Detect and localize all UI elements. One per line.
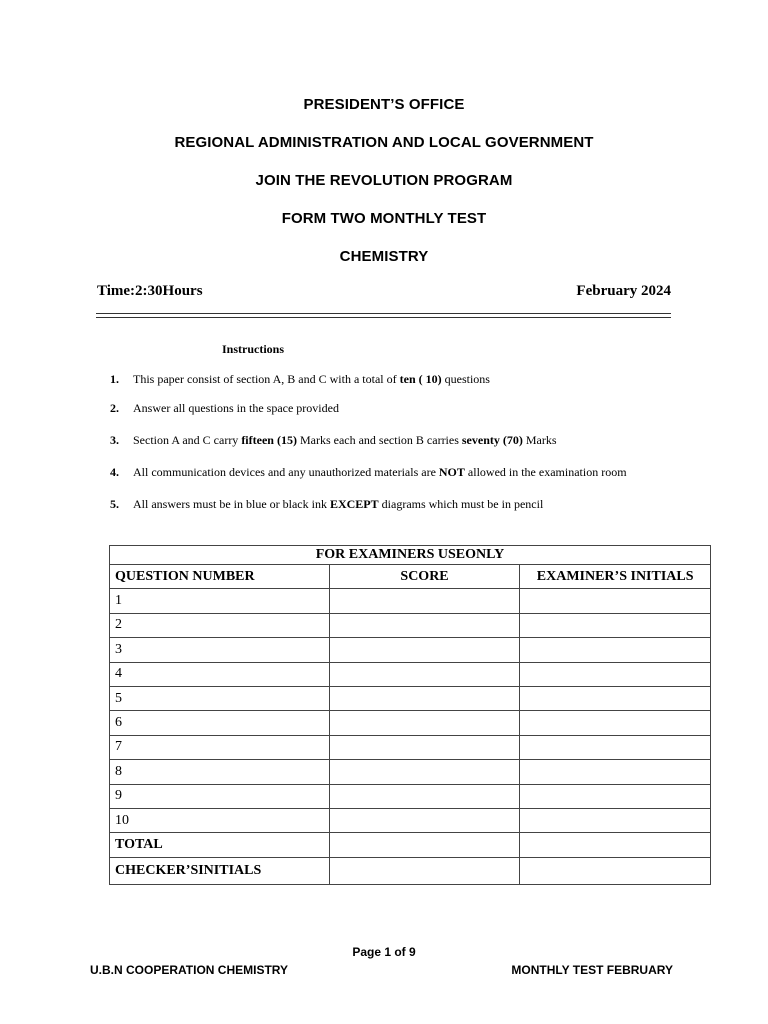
table-row	[110, 808, 711, 832]
checker-row	[110, 857, 711, 884]
header-line-subject: CHEMISTRY	[339, 248, 429, 265]
score-cell[interactable]	[329, 735, 520, 759]
footer-left: U.B.N COOPERATION CHEMISTRY	[90, 963, 289, 977]
score-cell[interactable]	[329, 808, 520, 832]
header-line-office: PRESIDENT’S OFFICE	[303, 96, 465, 113]
instruction-item	[110, 372, 490, 387]
question-number-cell: 8	[110, 760, 330, 784]
table-row	[110, 784, 711, 808]
header-line-test: FORM TWO MONTHLY TEST	[281, 210, 487, 227]
instruction-item	[110, 401, 339, 416]
instruction-number: 1.	[110, 372, 119, 386]
initials-cell[interactable]	[520, 760, 711, 784]
instruction-item	[110, 465, 627, 480]
table-row	[110, 711, 711, 735]
question-number-cell: 3	[110, 638, 330, 662]
header-line-administration: REGIONAL ADMINISTRATION AND LOCAL GOVERNMENT	[174, 134, 594, 151]
checker-score-cell[interactable]	[329, 857, 520, 884]
table-row	[110, 662, 711, 686]
total-label: TOTAL	[110, 833, 330, 857]
instruction-text: Marks	[522, 433, 557, 447]
question-number-cell: 1	[110, 589, 330, 613]
table-row	[110, 686, 711, 710]
score-cell[interactable]	[329, 638, 520, 662]
checker-initials-cell[interactable]	[520, 857, 711, 884]
question-number-cell: 5	[110, 686, 330, 710]
column-header-initials: EXAMINER’S INITIALS	[520, 565, 711, 589]
instruction-item	[110, 433, 557, 448]
question-number-cell: 6	[110, 711, 330, 735]
footer-right: MONTHLY TEST FEBRUARY	[511, 963, 673, 977]
instruction-number: 3.	[110, 433, 119, 447]
initials-cell[interactable]	[520, 735, 711, 759]
instruction-emphasis: NOT	[438, 465, 465, 479]
instruction-number: 5.	[110, 497, 119, 511]
examiners-table	[109, 545, 711, 885]
instruction-text: All answers must be in blue or black ink	[133, 497, 330, 511]
table-row	[110, 589, 711, 613]
instruction-item	[110, 497, 543, 512]
score-cell[interactable]	[329, 784, 520, 808]
score-cell[interactable]	[329, 589, 520, 613]
instruction-text: questions	[441, 372, 490, 386]
question-number-cell: 10	[110, 808, 330, 832]
column-header-score: SCORE	[329, 565, 520, 589]
instruction-number: 4.	[110, 465, 119, 479]
score-cell[interactable]	[329, 662, 520, 686]
instruction-emphasis: EXCEPT	[329, 497, 379, 511]
initials-cell[interactable]	[520, 711, 711, 735]
instruction-text: allowed in the examination room	[464, 465, 627, 479]
page-number: Page 1 of 9	[352, 945, 416, 959]
table-row	[110, 613, 711, 637]
score-cell[interactable]	[329, 711, 520, 735]
instruction-emphasis: fifteen (15)	[241, 433, 297, 447]
initials-cell[interactable]	[520, 784, 711, 808]
instruction-text: Marks each and section B carries	[296, 433, 462, 447]
initials-cell[interactable]	[520, 808, 711, 832]
score-cell[interactable]	[329, 613, 520, 637]
total-row	[110, 833, 711, 857]
instruction-text: All communication devices and any unauthorized materials are	[133, 465, 439, 479]
instruction-text: Section A and C carry	[133, 433, 242, 447]
table-row	[110, 735, 711, 759]
instruction-text: This paper consist of section A, B and C with a total of	[133, 372, 400, 386]
total-initials-cell[interactable]	[520, 833, 711, 857]
table-row	[110, 760, 711, 784]
question-number-cell: 7	[110, 735, 330, 759]
score-cell[interactable]	[329, 760, 520, 784]
initials-cell[interactable]	[520, 686, 711, 710]
initials-cell[interactable]	[520, 662, 711, 686]
initials-cell[interactable]	[520, 589, 711, 613]
table-row	[110, 638, 711, 662]
instruction-emphasis: seventy (70)	[461, 433, 523, 447]
question-number-cell: 2	[110, 613, 330, 637]
header-rule-bottom	[96, 317, 671, 318]
instruction-text: Answer all questions in the space provided	[133, 401, 339, 415]
header-line-program: JOIN THE REVOLUTION PROGRAM	[255, 172, 513, 189]
exam-date: February 2024	[576, 283, 671, 299]
column-header-question: QUESTION NUMBER	[110, 565, 330, 589]
question-number-cell: 9	[110, 784, 330, 808]
time-allowed: Time:2:30Hours	[97, 283, 203, 299]
checker-initials-label: CHECKER’SINITIALS	[110, 857, 330, 884]
examiners-table-title: FOR EXAMINERS USEONLY	[110, 546, 711, 565]
header-rule-top	[96, 313, 671, 314]
total-score-cell[interactable]	[329, 833, 520, 857]
instruction-number: 2.	[110, 401, 119, 415]
question-number-cell: 4	[110, 662, 330, 686]
instruction-emphasis: ten ( 10)	[399, 372, 442, 386]
instruction-text: diagrams which must be in pencil	[378, 497, 544, 511]
initials-cell[interactable]	[520, 613, 711, 637]
score-cell[interactable]	[329, 686, 520, 710]
initials-cell[interactable]	[520, 638, 711, 662]
instructions-title: Instructions	[222, 342, 285, 356]
